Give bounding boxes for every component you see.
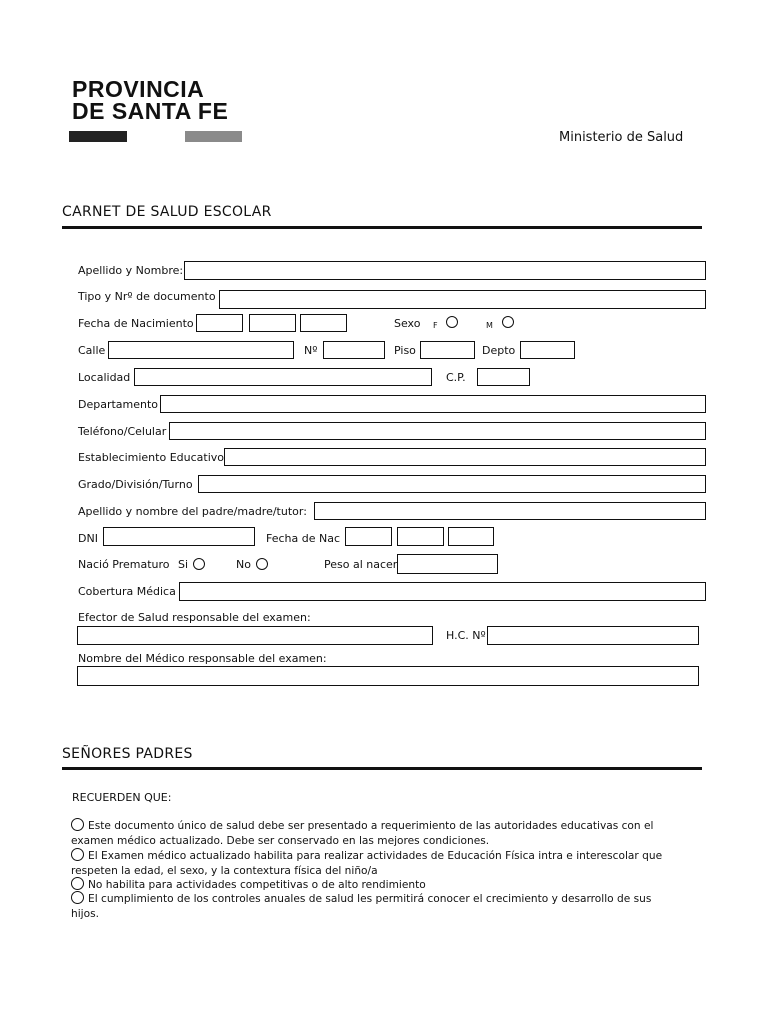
reminder-item [71, 818, 671, 848]
label-tipo-documento: Tipo y Nrº de documento [78, 290, 216, 303]
fecha-nac-dia[interactable] [345, 527, 392, 546]
label-padre: Apellido y nombre del padre/madre/tutor: [78, 505, 307, 518]
telefono-field[interactable] [169, 422, 706, 440]
peso-field[interactable] [397, 554, 498, 574]
label-grado: Grado/División/Turno [78, 478, 193, 491]
label-dni: DNI [78, 532, 98, 545]
reminder-item [71, 891, 671, 921]
parents-title: SEÑORES PADRES [62, 746, 193, 762]
localidad-field[interactable] [134, 368, 432, 386]
label-medico: Nombre del Médico responsable del examen: [78, 652, 327, 665]
fecha-nac-mes[interactable] [397, 527, 444, 546]
reminder-text-4: El cumplimiento de los controles anuales de salud les permitirá conocer el crecimiento y desarrollo de sus hijos. [71, 893, 652, 920]
label-establecimiento: Establecimiento Educativo [78, 451, 224, 464]
depto-field[interactable] [520, 341, 575, 359]
cobertura-field[interactable] [179, 582, 706, 601]
cp-field[interactable] [477, 368, 530, 386]
label-numero: Nº [304, 344, 318, 357]
label-sexo: Sexo [394, 317, 421, 330]
label-efector: Efector de Salud responsable del examen: [78, 611, 311, 624]
logo-bar-grey [185, 131, 242, 142]
label-hc: H.C. Nº [446, 629, 486, 642]
parents-subtitle: RECUERDEN QUE: [72, 791, 172, 804]
reminder-circle-icon [71, 891, 84, 904]
label-cobertura: Cobertura Médica [78, 585, 176, 598]
form-title: CARNET DE SALUD ESCOLAR [62, 204, 272, 220]
reminder-circle-icon [71, 818, 84, 831]
efector-field[interactable] [77, 626, 433, 645]
label-no: No [236, 558, 251, 571]
reminder-circle-icon [71, 848, 84, 861]
tipo-documento-field[interactable] [219, 290, 706, 309]
label-peso: Peso al nacer [324, 558, 398, 571]
reminder-text-1a: Este documento único de salud debe ser presentado a requerimiento de las autoridades educativas con el [88, 820, 654, 832]
form-title-rule [62, 226, 702, 229]
numero-field[interactable] [323, 341, 385, 359]
sexo-f-radio[interactable] [446, 316, 458, 328]
label-departamento: Departamento [78, 398, 159, 411]
reminder-text-2a: El Examen médico actualizado habilita para realizar actividades de Educación Física intra e interescolar que [88, 850, 663, 862]
reminder-item [71, 848, 671, 878]
padre-field[interactable] [314, 502, 706, 520]
label-fecha-nacimiento: Fecha de Nacimiento [78, 317, 194, 330]
province-logo [72, 78, 228, 122]
grado-field[interactable] [198, 475, 706, 493]
fecha-nacimiento-dia[interactable] [196, 314, 243, 332]
apellido-nombre-field[interactable] [184, 261, 706, 280]
label-nacio-prematuro: Nació Prematuro [78, 558, 170, 571]
reminder-text-3: No habilita para actividades competitivas o de alto rendimiento [88, 879, 426, 891]
parents-title-rule [62, 767, 702, 770]
label-piso: Piso [394, 344, 416, 357]
label-fecha-nac: Fecha de Nac [266, 532, 341, 545]
fecha-nacimiento-anio[interactable] [300, 314, 347, 332]
fecha-nac-anio[interactable] [448, 527, 494, 546]
logo-line-1: PROVINCIA [72, 76, 205, 102]
label-sexo-m: M [486, 321, 493, 330]
calle-field[interactable] [108, 341, 294, 359]
fecha-nacimiento-mes[interactable] [249, 314, 296, 332]
reminder-text-1b: examen médico actualizado. Debe ser conservado en las mejores condiciones. [71, 834, 490, 847]
label-cp: C.P. [446, 371, 466, 384]
ministry-name: Ministerio de Salud [559, 130, 684, 145]
label-apellido-nombre: Apellido y Nombre: [78, 264, 184, 277]
label-sexo-f: F [433, 321, 438, 330]
prematuro-si-radio[interactable] [193, 558, 205, 570]
label-si: Si [178, 558, 189, 571]
sexo-m-radio[interactable] [502, 316, 514, 328]
label-localidad: Localidad [78, 371, 131, 384]
label-telefono: Teléfono/Celular [78, 425, 167, 438]
departamento-field[interactable] [160, 395, 706, 413]
reminder-text-2b: respeten la edad, el sexo, y la contextura física del niño/a [71, 864, 378, 877]
piso-field[interactable] [420, 341, 475, 359]
logo-bar-dark [69, 131, 127, 142]
logo-line-2: DE SANTA FE [72, 98, 229, 124]
establecimiento-field[interactable] [224, 448, 706, 466]
medico-field[interactable] [77, 666, 699, 686]
reminder-circle-icon [71, 877, 84, 890]
dni-field[interactable] [103, 527, 255, 546]
hc-field[interactable] [487, 626, 699, 645]
label-depto: Depto [482, 344, 516, 357]
label-calle: Calle [78, 344, 106, 357]
prematuro-no-radio[interactable] [256, 558, 268, 570]
